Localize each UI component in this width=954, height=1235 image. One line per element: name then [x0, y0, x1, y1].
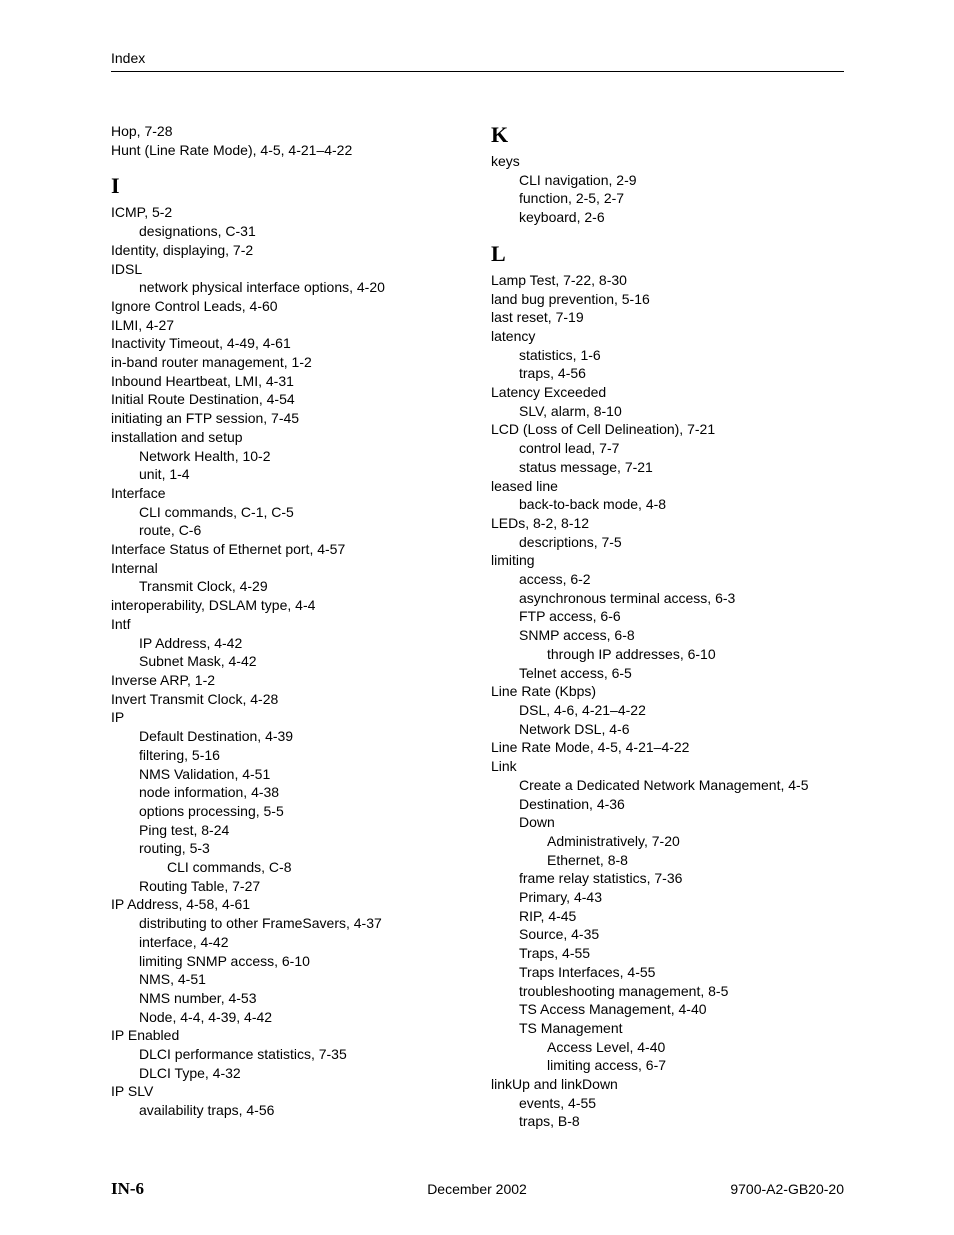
index-subentry: traps, 4-56 — [519, 365, 586, 382]
index-subentry: DLCI Type, 4-32 — [139, 1064, 241, 1081]
index-subentry: unit, 1-4 — [139, 466, 190, 483]
index-subentry: routing, 5-3 — [139, 840, 210, 857]
index-subentry: Network DSL, 4-6 — [519, 720, 630, 737]
index-entry: IP SLV — [111, 1083, 154, 1100]
index-subentry: designations, C-31 — [139, 223, 256, 240]
index-subentry: traps, B-8 — [519, 1113, 580, 1130]
index-subentry: back-to-back mode, 4-8 — [519, 496, 667, 513]
index-subentry: FTP access, 6-6 — [519, 608, 621, 625]
index-subentry: NMS Validation, 4-51 — [139, 765, 271, 782]
index-subentry: NMS, 4-51 — [139, 971, 206, 988]
index-entry: Link — [491, 758, 517, 775]
index-entry: linkUp and linkDown — [491, 1076, 618, 1093]
index-entry: limiting — [491, 552, 535, 569]
index-subentry: SNMP access, 6-8 — [519, 627, 635, 644]
index-subentry: Network Health, 10-2 — [139, 447, 271, 464]
index-entry: keys — [491, 153, 520, 169]
section-letter: K — [491, 122, 509, 147]
index-entry: IP — [111, 709, 125, 726]
index-subentry: Subnet Mask, 4-42 — [139, 653, 257, 670]
index-entry: in-band router management, 1-2 — [111, 354, 312, 371]
index-subentry: DLCI performance statistics, 7-35 — [139, 1046, 347, 1063]
index-subentry: interface, 4-42 — [139, 933, 229, 950]
index-subentry: Ping test, 8-24 — [139, 821, 230, 838]
index-entry: Inactivity Timeout, 4-49, 4-61 — [111, 335, 291, 352]
index-subentry: Primary, 4-43 — [519, 889, 602, 906]
index-subentry: keyboard, 2-6 — [519, 209, 605, 226]
index-subentry: events, 4-55 — [519, 1094, 597, 1111]
index-subentry: statistics, 1-6 — [519, 346, 601, 363]
index-entry: IP Enabled — [111, 1027, 180, 1044]
index-subentry: function, 2-5, 2-7 — [519, 190, 625, 207]
page-number: IN-6 — [111, 1179, 145, 1198]
index-subentry: Traps Interfaces, 4-55 — [519, 963, 656, 980]
section-letter: L — [491, 240, 506, 266]
index-entry: LCD (Loss of Cell Delineation), 7-21 — [491, 421, 716, 438]
index-subentry: TS Management — [519, 1019, 623, 1036]
index-entry: LEDs, 8-2, 8-12 — [491, 514, 590, 531]
index-subentry: asynchronous terminal access, 6-3 — [519, 589, 736, 606]
index-entry: initiating an FTP session, 7-45 — [111, 410, 300, 427]
index-subentry: route, C-6 — [139, 522, 202, 539]
index-entry: interoperability, DSLAM type, 4-4 — [111, 597, 316, 614]
footer-date: December 2002 — [427, 1181, 527, 1197]
index-subentry: control lead, 7-7 — [519, 440, 620, 457]
index-subentry: TS Access Management, 4-40 — [519, 1001, 707, 1018]
index-entry: Inbound Heartbeat, LMI, 4-31 — [111, 372, 294, 389]
index-entry: Hunt (Line Rate Mode), 4-5, 4-21–4-22 — [111, 141, 353, 158]
index-entry: ILMI, 4-27 — [111, 316, 175, 333]
index-entry: Lamp Test, 7-22, 8-30 — [491, 271, 627, 288]
index-subentry: CLI navigation, 2-9 — [519, 171, 637, 188]
index-entry: Line Rate (Kbps) — [491, 683, 597, 700]
index-subentry: Create a Dedicated Network Management, 4-5 — [519, 776, 809, 793]
index-subentry: CLI commands, C-8 — [167, 859, 292, 876]
index-subentry: status message, 7-21 — [519, 458, 653, 475]
index-entry: installation and setup — [111, 428, 243, 445]
index-subentry: limiting SNMP access, 6-10 — [139, 952, 310, 969]
index-subentry: Source, 4-35 — [519, 926, 600, 943]
index-entry: ICMP, 5-2 — [111, 204, 173, 221]
index-subentry: Down — [519, 814, 555, 831]
index-entry: Internal — [111, 559, 158, 576]
index-subentry: Node, 4-4, 4-39, 4-42 — [139, 1008, 273, 1025]
index-subentry: availability traps, 4-56 — [139, 1102, 275, 1119]
index-subentry: Telnet access, 6-5 — [519, 664, 632, 681]
index-subentry: distributing to other FrameSavers, 4-37 — [139, 915, 382, 932]
index-subentry: CLI commands, C-1, C-5 — [139, 503, 294, 520]
index-subentry: SLV, alarm, 8-10 — [519, 402, 622, 419]
index-entry: land bug prevention, 5-16 — [491, 290, 650, 307]
running-header: Index — [111, 50, 146, 66]
index-subentry: IP Address, 4-42 — [139, 634, 243, 651]
index-subentry: Routing Table, 7-27 — [139, 877, 261, 894]
index-subentry: RIP, 4-45 — [519, 907, 577, 924]
index-entry: Hop, 7-28 — [111, 123, 173, 139]
index-entry: Invert Transmit Clock, 4-28 — [111, 690, 279, 707]
index-subentry: Traps, 4-55 — [519, 945, 591, 962]
index-entry: Ignore Control Leads, 4-60 — [111, 297, 278, 314]
index-subentry: limiting access, 6-7 — [547, 1057, 667, 1074]
index-entry: Intf — [111, 615, 131, 632]
index-entry: Line Rate Mode, 4-5, 4-21–4-22 — [491, 739, 690, 756]
index-entry: Inverse ARP, 1-2 — [111, 671, 216, 688]
index-subentry: Administratively, 7-20 — [547, 832, 680, 849]
index-subentry: node information, 4-38 — [139, 784, 280, 801]
index-column-right — [491, 122, 846, 1131]
index-subentry: frame relay statistics, 7-36 — [519, 870, 683, 887]
index-subentry: Transmit Clock, 4-29 — [139, 578, 268, 595]
index-subentry: Ethernet, 8-8 — [547, 851, 628, 868]
index-entry: IP Address, 4-58, 4-61 — [111, 896, 251, 913]
index-subentry: Access Level, 4-40 — [547, 1038, 666, 1055]
index-entry: Initial Route Destination, 4-54 — [111, 391, 295, 408]
index-subentry: DSL, 4-6, 4-21–4-22 — [519, 701, 646, 718]
index-entry: Latency Exceeded — [491, 384, 607, 401]
index-entry: IDSL — [111, 260, 143, 277]
index-entry: Identity, displaying, 7-2 — [111, 241, 254, 258]
index-subentry: Destination, 4-36 — [519, 795, 625, 812]
index-entry: Interface Status of Ethernet port, 4-57 — [111, 541, 346, 558]
section-letter: I — [111, 173, 120, 199]
index-subentry: descriptions, 7-5 — [519, 533, 622, 550]
index-entry: Interface — [111, 484, 166, 501]
index-entry: latency — [491, 327, 536, 344]
index-entry: last reset, 7-19 — [491, 309, 584, 326]
document-number: 9700-A2-GB20-20 — [730, 1181, 844, 1197]
index-subentry: network physical interface options, 4-20 — [139, 279, 385, 296]
index-subentry: through IP addresses, 6-10 — [547, 645, 716, 662]
index-subentry: NMS number, 4-53 — [139, 989, 257, 1006]
index-entry: leased line — [491, 477, 558, 494]
index-subentry: Default Destination, 4-39 — [139, 728, 294, 745]
index-column-left — [111, 122, 471, 1120]
index-subentry: options processing, 5-5 — [139, 802, 284, 819]
index-subentry: access, 6-2 — [519, 571, 591, 588]
header-rule — [111, 71, 844, 72]
index-subentry: troubleshooting management, 8-5 — [519, 982, 729, 999]
index-subentry: filtering, 5-16 — [139, 746, 220, 763]
